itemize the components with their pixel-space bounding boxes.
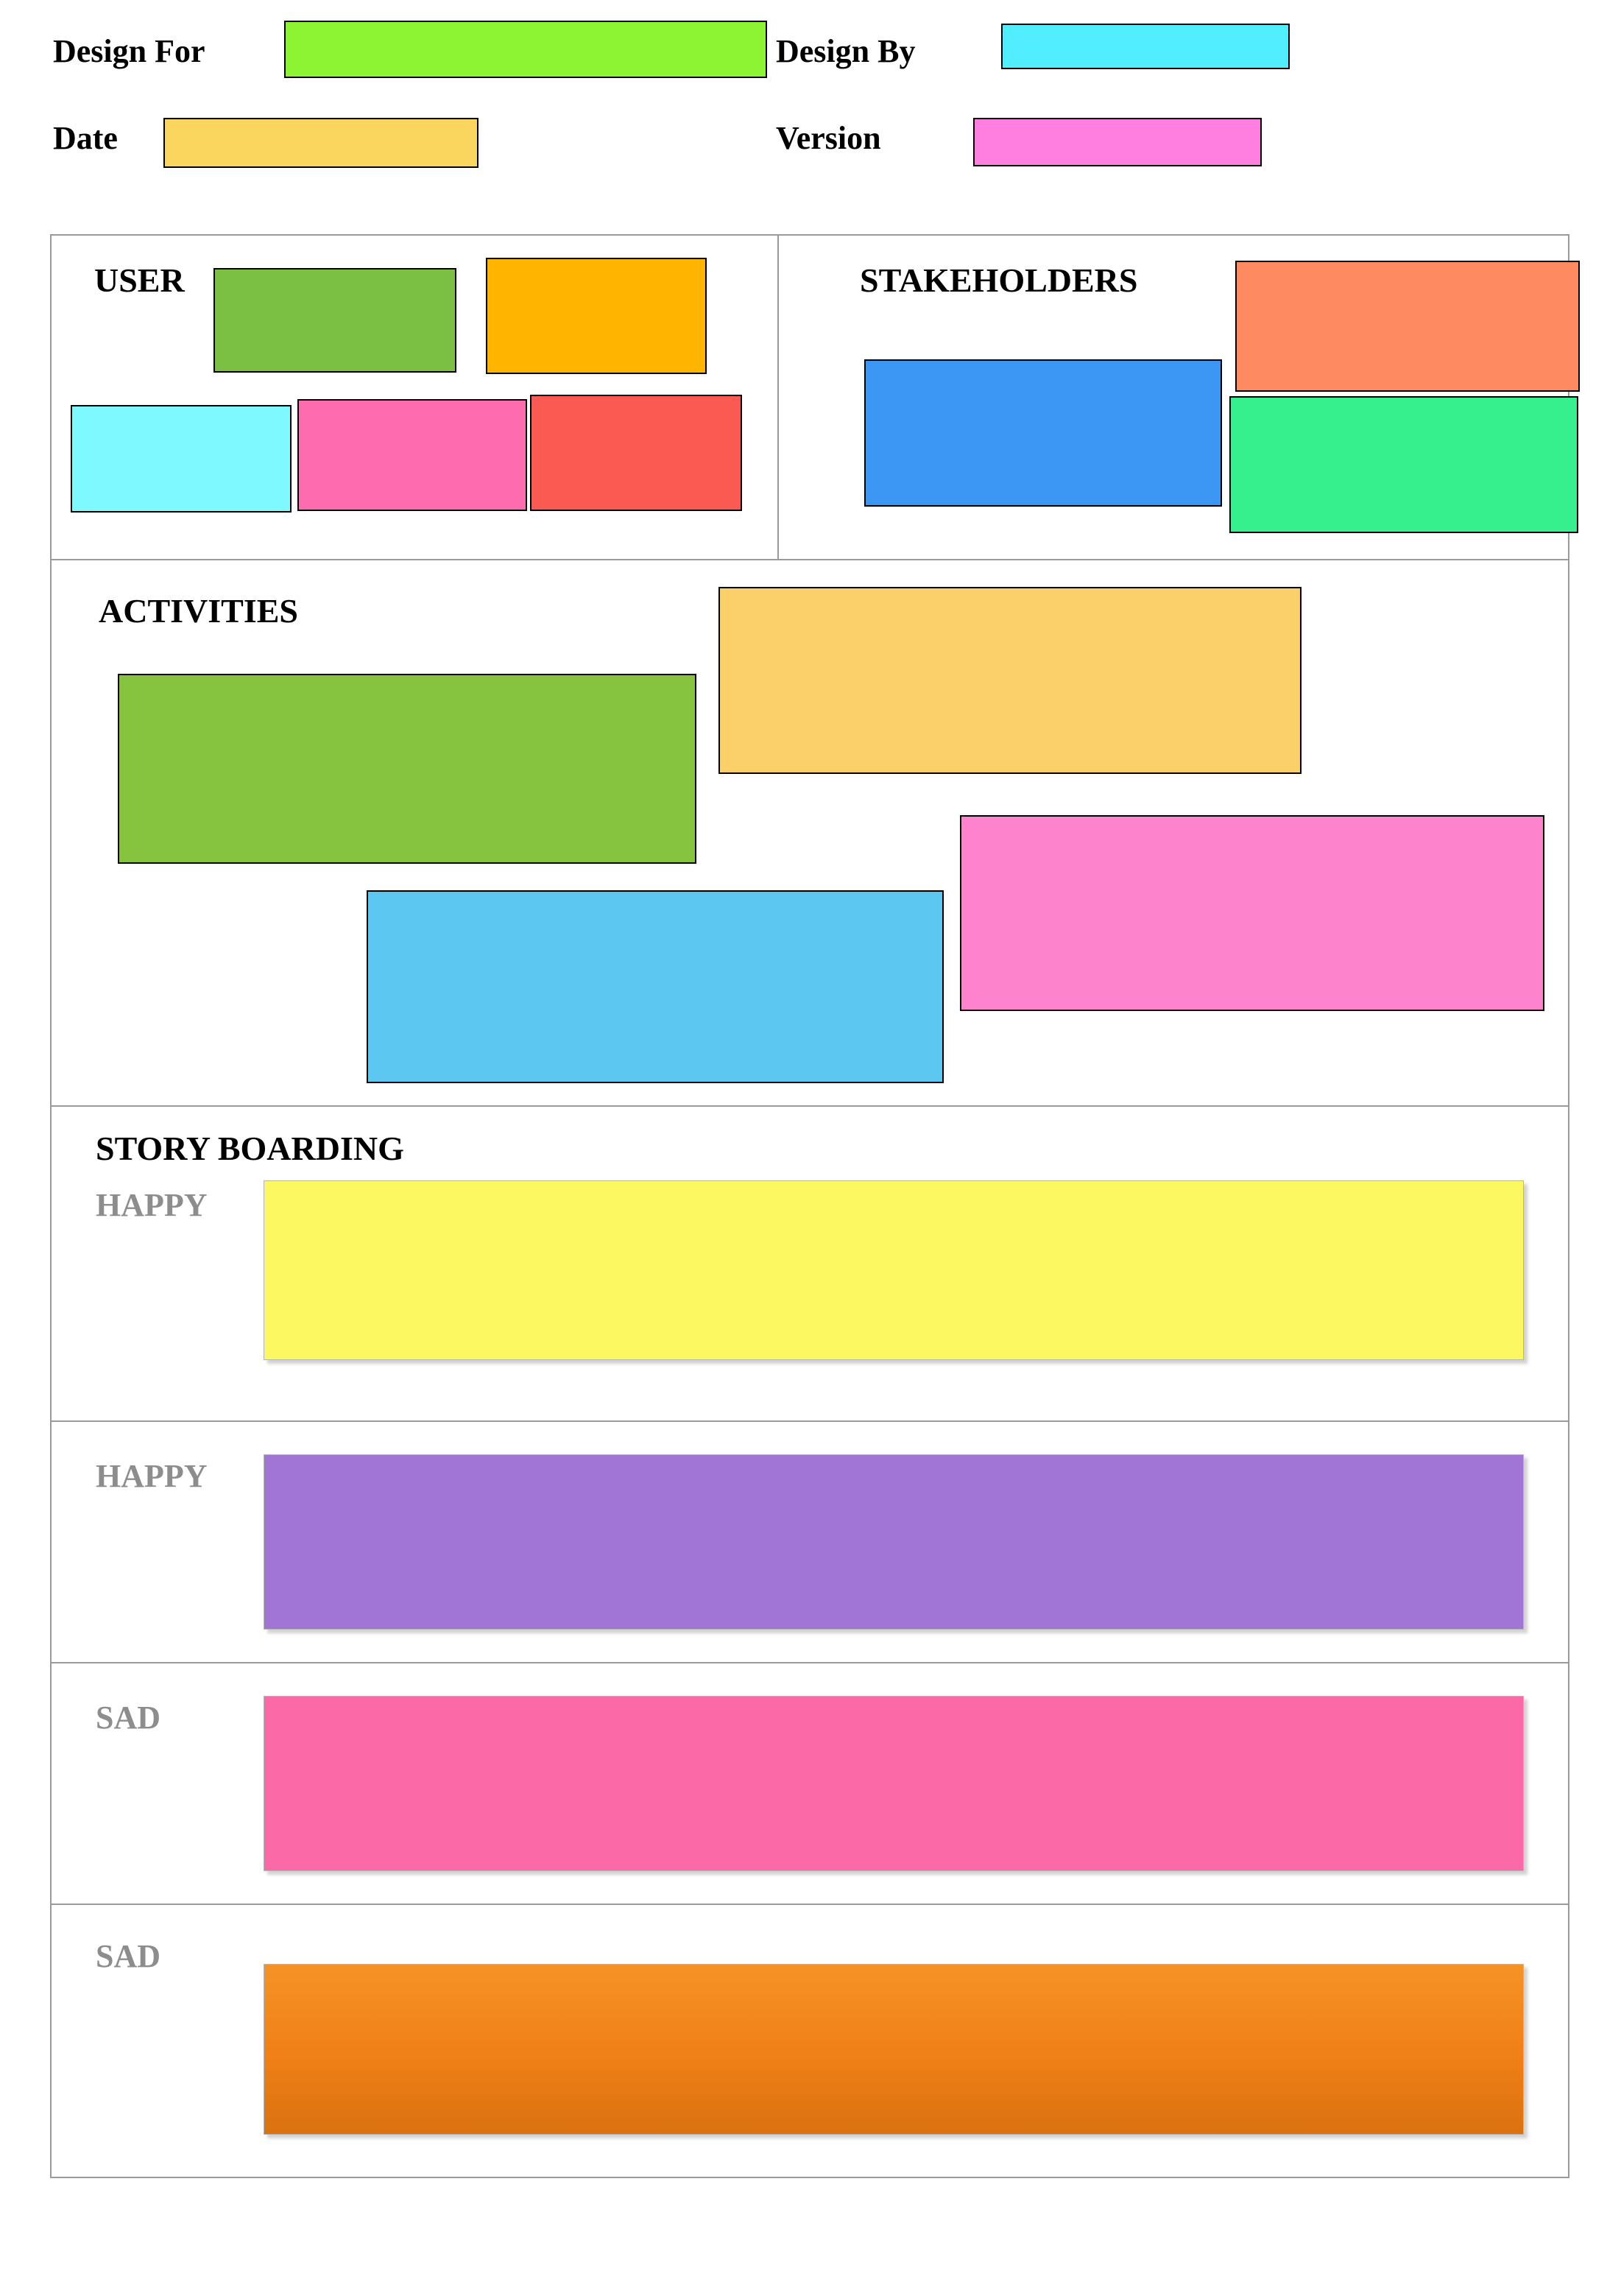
note-stake-salmon[interactable] (1235, 261, 1580, 392)
panel-user-title: USER (94, 261, 185, 299)
panel-story-row-4 (50, 1904, 1569, 2178)
panel-activities-title: ACTIVITIES (99, 592, 298, 630)
note-activity-green[interactable] (118, 674, 696, 864)
note-user-pink[interactable] (297, 399, 527, 511)
note-activity-blue[interactable] (367, 890, 944, 1083)
panel-story-boarding (50, 1105, 1569, 1422)
design-by-field[interactable] (1001, 24, 1290, 69)
story-mood-label-happy-2: HAPPY (96, 1458, 208, 1494)
panel-story-boarding-title: STORY BOARDING (96, 1130, 404, 1167)
story-mood-label-happy-1: HAPPY (96, 1187, 208, 1223)
note-activity-pink[interactable] (960, 815, 1544, 1011)
story-mood-label-sad-2: SAD (96, 1938, 161, 1974)
panel-activities (50, 559, 1569, 1107)
design-for-field[interactable] (284, 21, 767, 78)
note-stake-blue[interactable] (864, 359, 1222, 507)
story-row-sad-1[interactable] (264, 1696, 1524, 1871)
story-row-sad-2[interactable] (264, 1964, 1524, 2135)
panel-stakeholders (777, 234, 1569, 560)
note-user-orange[interactable] (486, 258, 707, 374)
panel-stakeholders-title: STAKEHOLDERS (860, 261, 1138, 299)
story-mood-label-sad-1: SAD (96, 1700, 161, 1736)
story-row-happy-2[interactable] (264, 1454, 1524, 1630)
story-row-happy-1[interactable] (264, 1180, 1524, 1360)
design-for-label: Design For (53, 33, 205, 69)
note-user-red[interactable] (530, 395, 742, 511)
date-field[interactable] (163, 118, 478, 168)
note-activity-yellow[interactable] (718, 587, 1302, 774)
header (0, 0, 1621, 184)
design-by-label: Design By (776, 33, 916, 69)
panel-user (50, 234, 779, 560)
note-user-cyan[interactable] (71, 405, 292, 513)
note-user-green[interactable] (213, 268, 456, 373)
version-field[interactable] (973, 118, 1262, 166)
note-stake-green[interactable] (1229, 396, 1578, 533)
version-label: Version (776, 120, 881, 156)
date-label: Date (53, 120, 118, 156)
panel-story-row-3 (50, 1662, 1569, 1905)
worksheet-canvas (50, 234, 1569, 2239)
panel-story-row-2 (50, 1420, 1569, 1663)
